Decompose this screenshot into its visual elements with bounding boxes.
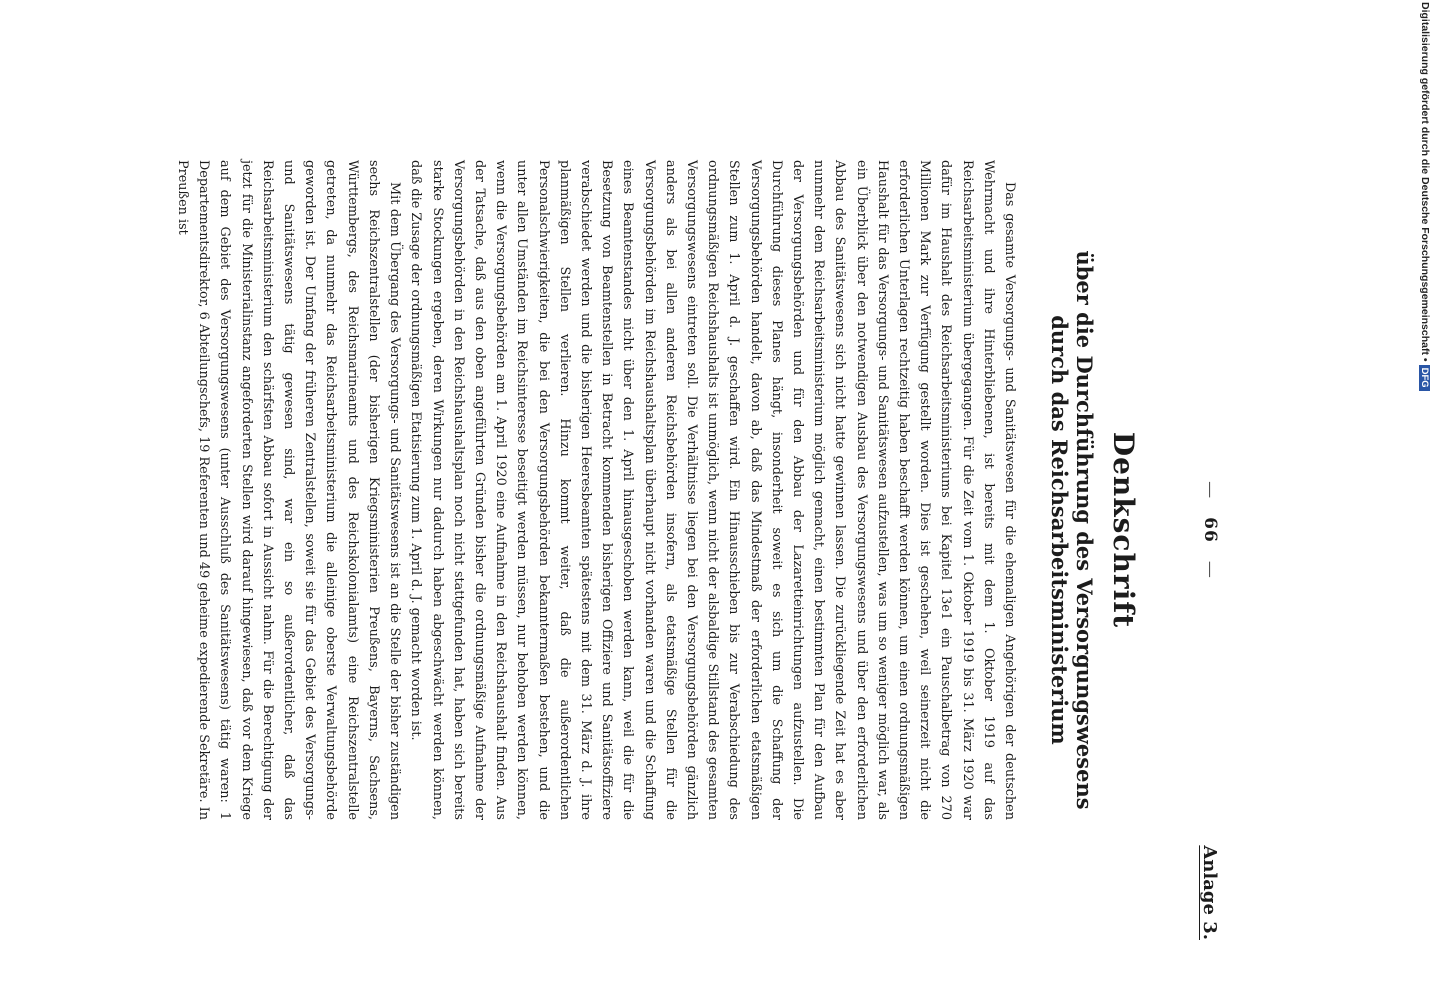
rotated-page-content [20, 120, 1220, 940]
title-line-3: durch das Reichsarbeitsministerium [1047, 315, 1072, 745]
digitization-credit [1419, 2, 1431, 391]
credit-text: Digitalisierung gefördert durch die Deutsche Forschungsgemeinschaft • [1419, 2, 1431, 362]
paragraph-1: Das gesamte Versorgungs- und Sanitätswesen für die ehemaligen Angehörigen der deutschen Wehrmacht und ihre Hinterbliebenen, ist bereits mit dem 1. Oktober 1919 auf das Reichsarbeitsministerium übergegangen. Für die Zeit vom 1. Oktober 1919 bis 31. März 1920 war dafür im Haushalt des Reichsarbeitsministeriums bei Kapitel 13e1 ein Pauschalbetrag von 270 Millionen Mark zur Verfügung gestellt worden. Dies ist geschehen, weil seinerzeit nicht die erforderlichen Unterlagen rechtzeitig haben beschafft werden können, um einen ordnungsmäßigen Haushalt für das Versorgungs- und Sanitätswesen aufzustellen, was um so weniger möglich war, als ein Überblick über den notwendigen Ausbau des Versorgungswesens und über den erforderlichen Abbau des Sanitätswesens sich nicht hatte gewinnen lassen. Die zurückliegende Zeit hat es aber nunmehr dem Reichsarbeitsministerium möglich gemacht, einen bestimmten Plan für den Aufbau der Versorgungsbehörden und für den Abbau der Lazaretteinrichtungen aufzustellen. Die Durchführung dieses Planes hängt, insonderheit soweit es sich um die Schaffung der Versorgungsbehörden handelt, davon ab, daß das Mindestmaß der erforderlichen etatsmäßigen Stellen zum 1. April d. J. geschaffen wird. Ein Hinausschieben bis zur Verabschiedung des ordnungsmäßigen Reichshaushalts ist unmöglich, wenn nicht der alsbaldige Stillstand des gesamten Versorgungswesens eintreten soll. Die Verhältnisse liegen bei den Versorgungsbehörden gänzlich anders als bei allen anderen Reichsbehörden insofern, als etatsmäßige Stellen für die Versorgungsbehörden im Reichshaushaltsplan überhaupt nicht vorhanden waren und die Schaffung eines Beamtenstandes nicht über den 1. April hinausgeschoben werden kann, weil die für die Besetzung von Beamtenstellen in Betracht kommenden bisherigen Offiziere und Sanitätsoffiziere verabschiedet werden und die bisherigen Heeresbeamten spätestens mit dem 31. März d. J. ihre planmäßigen Stellen verlieren. Hinzu kommt weiter, daß die außerordentlichen Personalschwierigkeiten, die bei den Versorgungsbehörden bekanntermaßen bestehen, und die unter allen Umständen im Reichsinteresse beseitigt werden müssen, nur behoben werden können, wenn die Versorgungsbehörden am 1. April 1920 eine Aufnahme in den Reichshaushalt finden. Aus der Tatsache, daß aus den oben angeführten Gründen bisher die ordnungsmäßige Aufnahme der Versorgungsbehörden in den Reichshaushaltsplan noch nicht stattgefunden hat, haben sich bereits starke Stockungen ergeben, deren Wirkungen nur dadurch haben abgeschwächt werden können, daß die Zusage der ordnungsmäßigen Etatisierung zum 1. April d. J. gemacht worden ist. [408, 160, 1017, 820]
title-line-1: Denkschrift [1107, 431, 1140, 629]
page-number-dash-right: — [1200, 560, 1220, 579]
paragraph-2: Mit dem Übergang des Versorgungs- und Sanitätswesens ist an die Stelle der bisher zuständigen sechs Reichszentralstellen (der bisherigen Kriegsministerien Preußens, Bayerns, Sachsens, Württembergs, des Reichsmarineamts und des Reichskolonialamts) eine Reichszentralstelle getreten, da nunmehr das Reichsarbeitsministerium die alleinige oberste Verwaltungsbehörde geworden ist. Der Umfang der früheren Zentralstellen, soweit sie für das Gebiet des Versorgungs- und Sanitätswesens tätig gewesen sind, war ein so außerordentlicher, daß das Reichsarbeitsministerium den schärfsten Abbau sofort in Aussicht nahm. Für die Berechtigung der jetzt für die Ministerialinstanz angeforderten Stellen wird darauf hingewiesen, daß vor dem Kriege auf dem Gebiet des Versorgungswesens (unter Ausschluß des Sanitätswesens) tätig waren: 1 Departementsdirektor, 6 Abteilungschefs, 19 Referenten und 49 geheime expedierende Sekretäre. In Preußen ist [175, 160, 403, 820]
document-title [1047, 120, 1140, 940]
page-number-dash-left: — [1200, 481, 1220, 500]
title-line-2: über die Durchführung des Versorgungswesens [1072, 250, 1097, 810]
body-text [172, 160, 1020, 820]
page-number [1200, 120, 1220, 940]
attachment-label: Anlage 3. [1199, 845, 1220, 940]
dfg-logo: DFG [1419, 365, 1430, 391]
page-number-value: 66 [1200, 517, 1220, 543]
